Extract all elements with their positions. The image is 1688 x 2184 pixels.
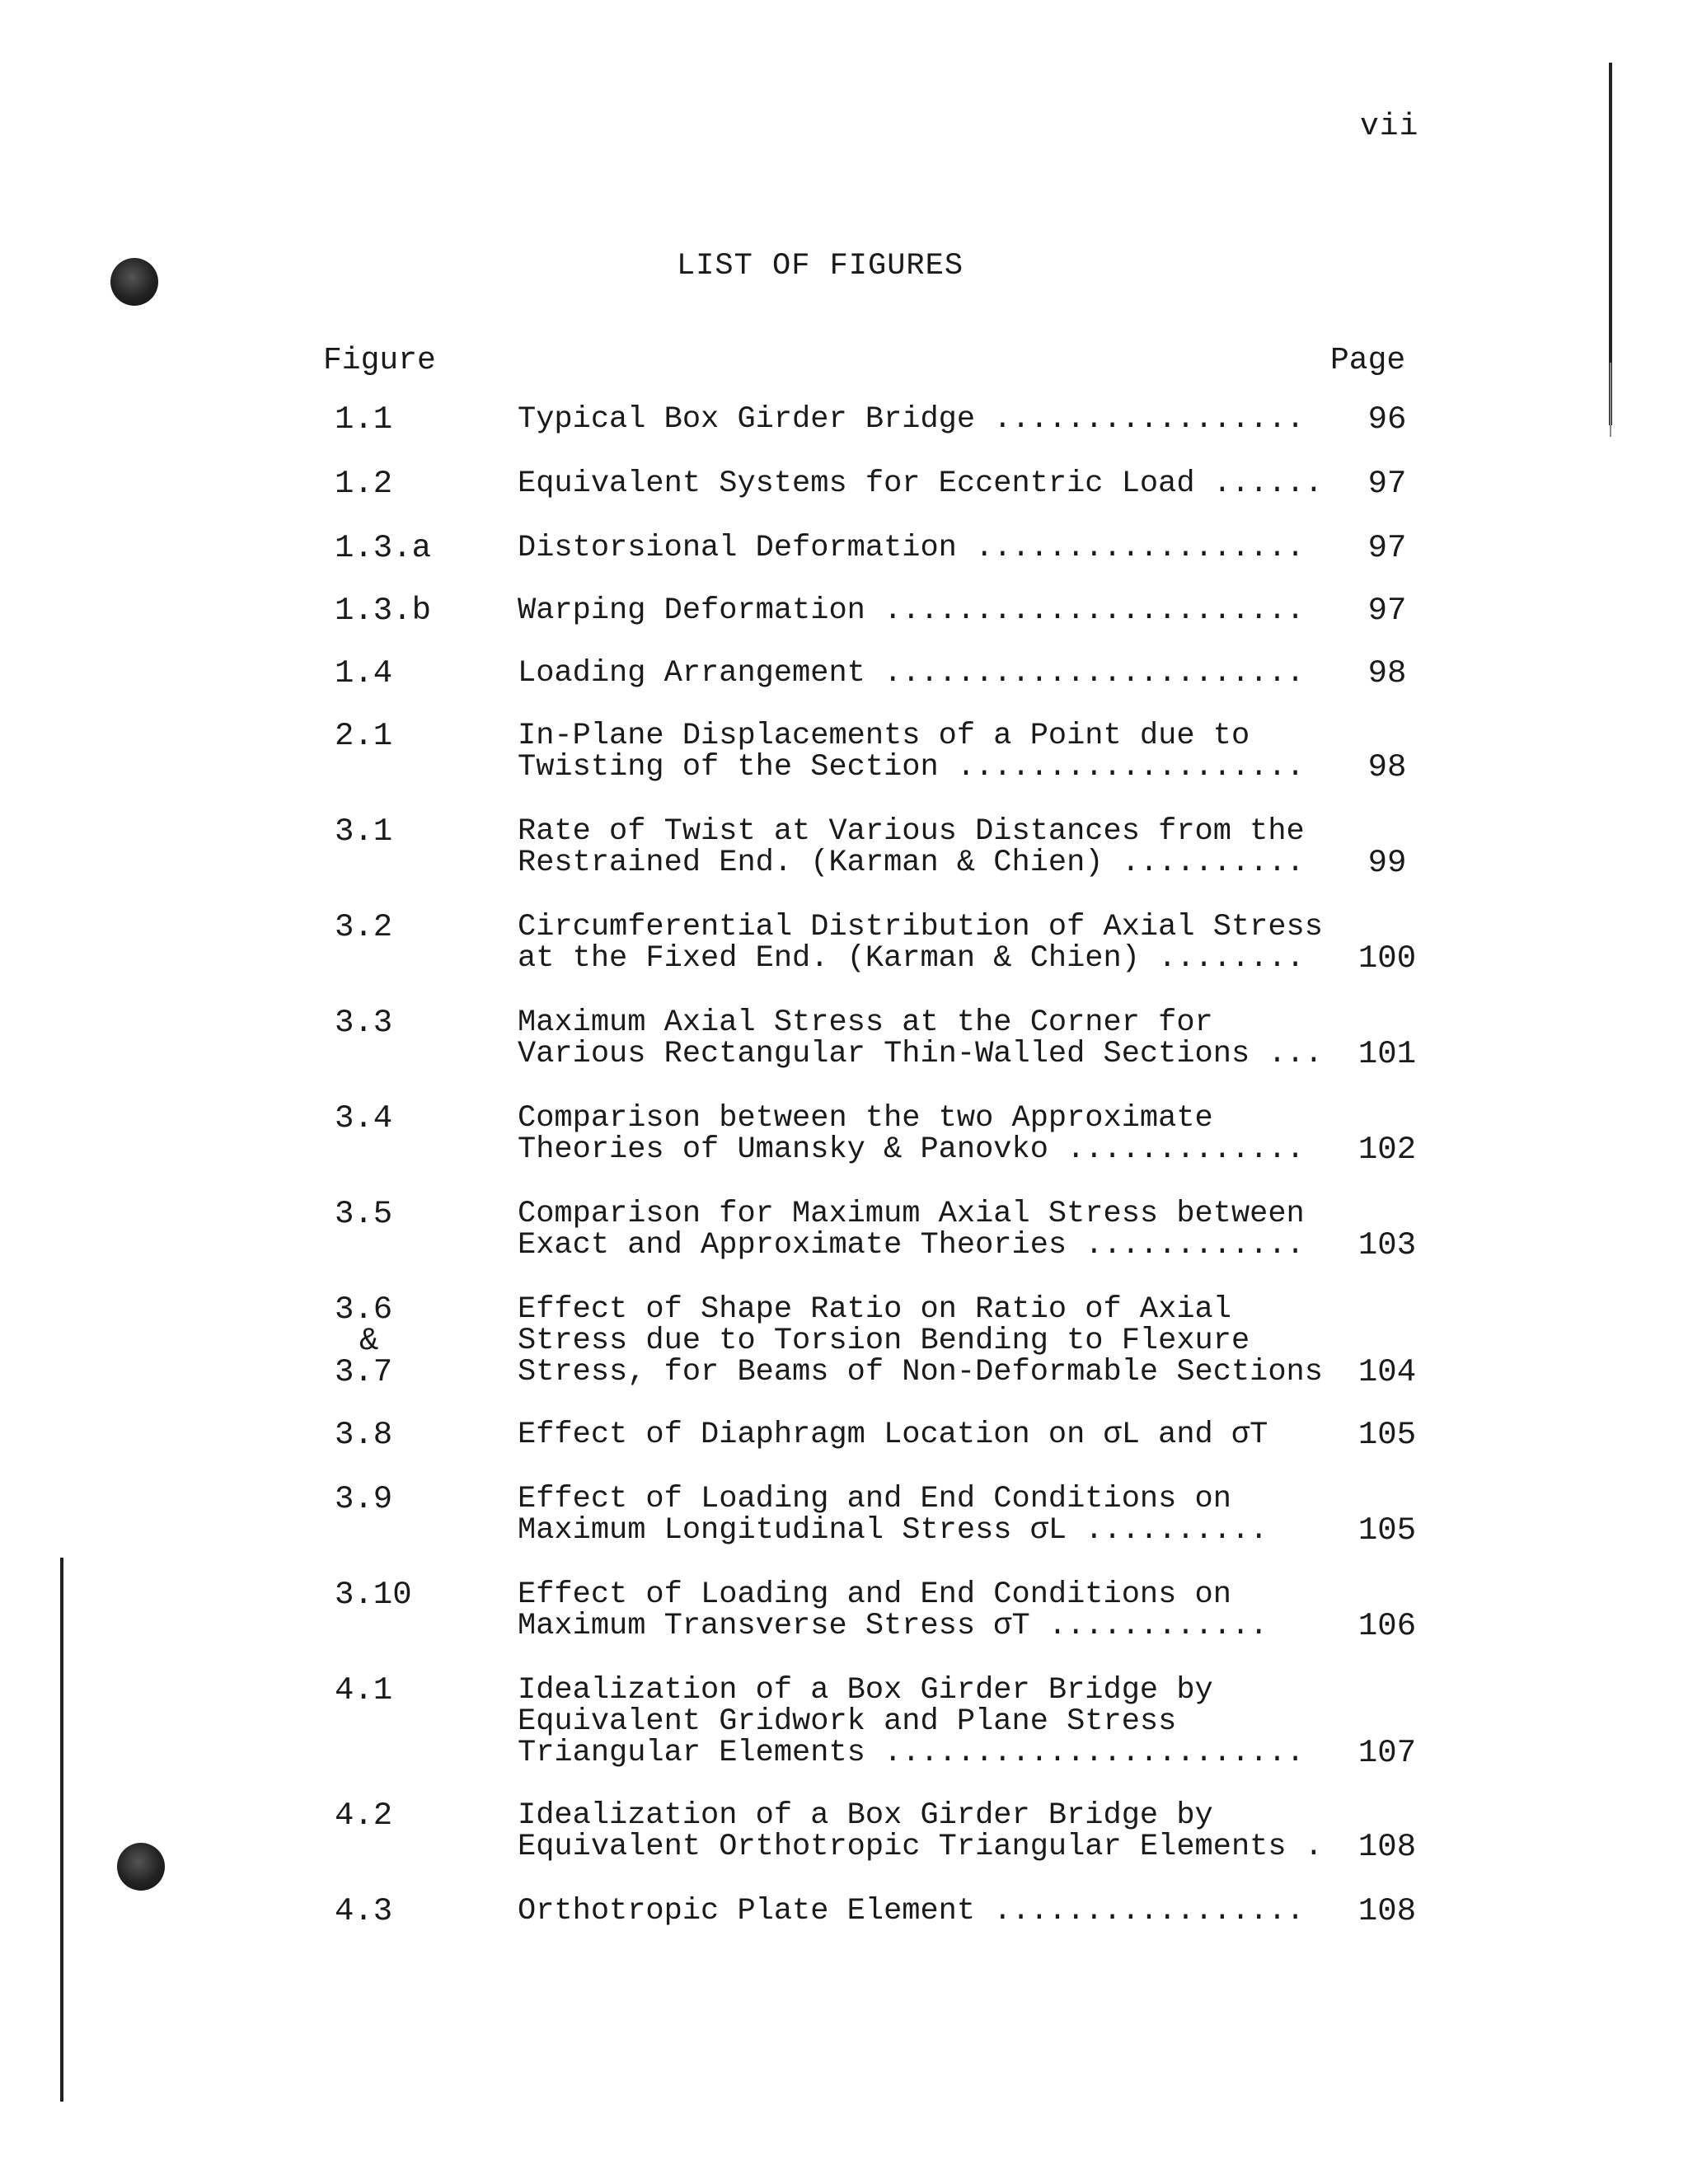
figure-page: 96 xyxy=(1367,401,1407,438)
scan-edge-line-left xyxy=(60,1558,63,2102)
figure-number: 1.4 xyxy=(335,655,393,691)
figure-title: Warping Deformation ....................... xyxy=(518,593,1305,628)
figure-title: Equivalent Systems for Eccentric Load ...... xyxy=(518,466,1323,501)
figure-number: 1.3.a xyxy=(335,530,432,566)
figure-page: 105 xyxy=(1357,1417,1417,1453)
figure-page: 98 xyxy=(1367,749,1407,785)
figure-number: 3.9 xyxy=(335,1481,393,1517)
figure-page: 97 xyxy=(1367,466,1407,502)
figure-number: 3.5 xyxy=(335,1196,393,1232)
figure-page: 103 xyxy=(1357,1227,1417,1263)
figure-page: 100 xyxy=(1357,940,1417,977)
figure-title: Effect of Shape Ratio on Ratio of Axial Stress due to Torsion Bending to Flexure Stress, for Beams of Non-Deformable Sections xyxy=(518,1292,1323,1390)
figure-title: Loading Arrangement ....................... xyxy=(518,656,1305,691)
figure-page: 98 xyxy=(1367,655,1407,691)
figure-title: Effect of Loading and End Conditions on Maximum Transverse Stress σT ............ xyxy=(518,1577,1268,1643)
figure-number: 4.1 xyxy=(335,1672,393,1708)
scan-edge-line-right-faint xyxy=(1610,363,1611,437)
column-header-figure: Figure xyxy=(323,343,436,378)
figure-page: 101 xyxy=(1357,1036,1417,1072)
figure-number: 4.3 xyxy=(335,1893,393,1929)
figure-number: 3.4 xyxy=(335,1100,393,1137)
figure-page: 107 xyxy=(1357,1735,1417,1771)
figure-title: Comparison for Maximum Axial Stress between Exact and Approximate Theories ............ xyxy=(518,1197,1305,1263)
figure-title: Idealization of a Box Girder Bridge by Equivalent Orthotropic Triangular Elements . xyxy=(518,1798,1323,1864)
figure-number: 1.3.b xyxy=(335,593,432,629)
figure-number: 3.8 xyxy=(335,1417,393,1453)
page-number: vii xyxy=(1360,109,1419,144)
figure-page: 97 xyxy=(1367,593,1407,629)
figure-title: Idealization of a Box Girder Bridge by Equivalent Gridwork and Plane Stress Triangular Elements ....................... xyxy=(518,1673,1305,1770)
page-title: LIST OF FIGURES xyxy=(676,249,964,284)
figure-title: Effect of Loading and End Conditions on Maximum Longitudinal Stress σL .......... xyxy=(518,1482,1268,1548)
figure-page: 104 xyxy=(1357,1354,1417,1390)
figure-page: 106 xyxy=(1357,1608,1417,1644)
figure-page: 99 xyxy=(1367,845,1407,881)
figure-page: 108 xyxy=(1357,1829,1417,1865)
figure-number: 3.2 xyxy=(335,909,393,945)
figure-number: 4.2 xyxy=(335,1797,393,1834)
figure-title: In-Plane Displacements of a Point due to Twisting of the Section ................... xyxy=(518,719,1305,785)
figure-title: Effect of Diaphragm Location on σL and σT xyxy=(518,1418,1268,1452)
figure-title: Distorsional Deformation .................. xyxy=(518,531,1305,565)
figure-title: Orthotropic Plate Element ................. xyxy=(518,1894,1305,1929)
figure-number: 3.1 xyxy=(335,813,393,850)
figure-title: Maximum Axial Stress at the Corner for Various Rectangular Thin-Walled Sections ... xyxy=(518,1005,1323,1071)
figure-title: Typical Box Girder Bridge ................. xyxy=(518,402,1305,437)
figure-number: 3.10 xyxy=(335,1577,412,1613)
figure-page: 97 xyxy=(1367,530,1407,566)
figure-title: Comparison between the two Approximate Theories of Umansky & Panovko ............. xyxy=(518,1101,1305,1167)
figure-page: 105 xyxy=(1357,1512,1417,1549)
figure-number: 1.1 xyxy=(335,401,393,438)
figure-title: Circumferential Distribution of Axial Stress at the Fixed End. (Karman & Chien) ........ xyxy=(518,910,1323,976)
figure-number: 3.6 & 3.7 xyxy=(335,1291,393,1390)
figure-title: Rate of Twist at Various Distances from the Restrained End. (Karman & Chien) .......... xyxy=(518,814,1305,880)
figure-number: 1.2 xyxy=(335,466,393,502)
figure-number: 2.1 xyxy=(335,718,393,754)
figure-page: 102 xyxy=(1357,1132,1417,1168)
punch-hole-bottom xyxy=(117,1843,165,1891)
figure-page: 108 xyxy=(1357,1893,1417,1929)
figure-number: 3.3 xyxy=(335,1005,393,1041)
column-header-page: Page xyxy=(1330,343,1406,378)
